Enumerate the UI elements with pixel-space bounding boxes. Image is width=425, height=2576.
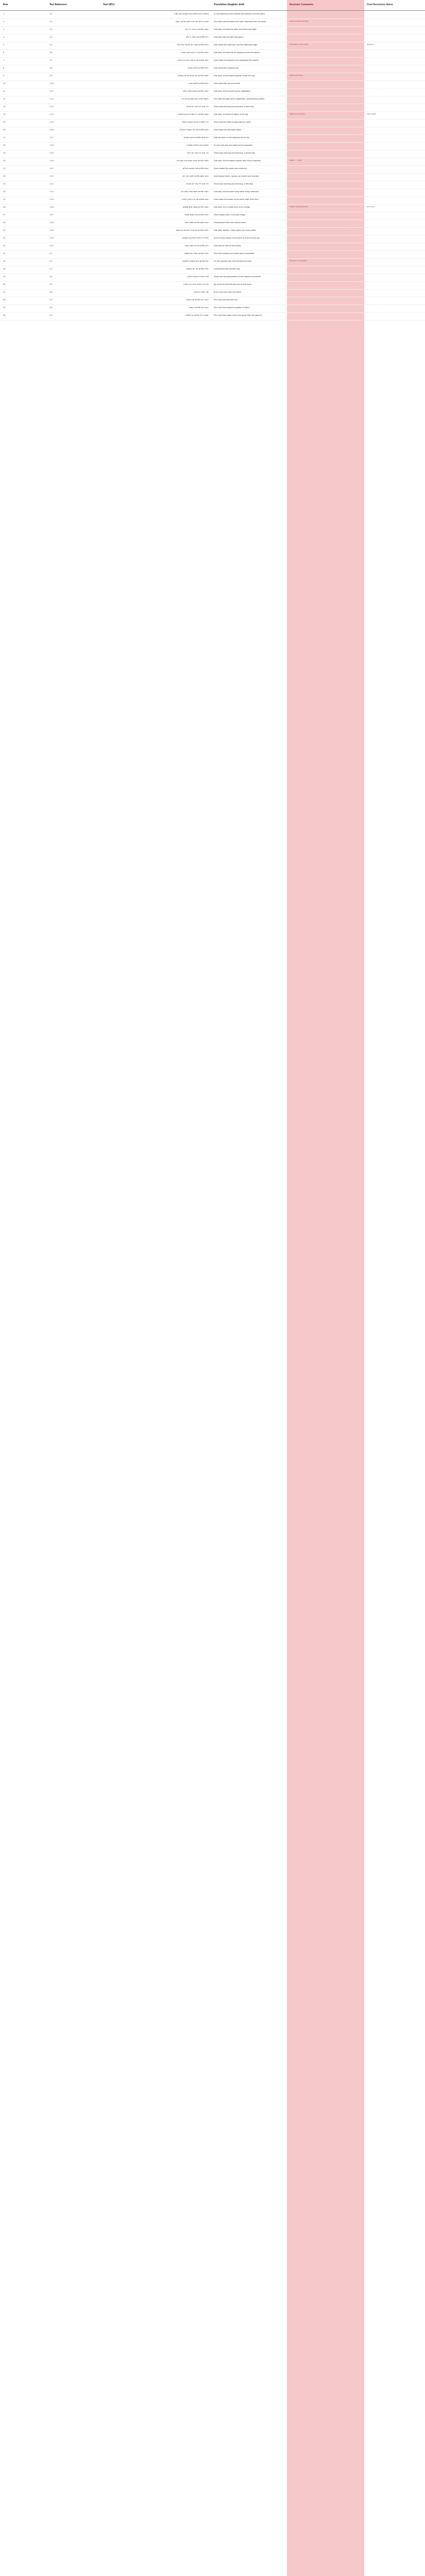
translation-cell: God said, behold, I have given you every plant xyxy=(214,229,256,231)
table-row[interactable] xyxy=(0,259,425,266)
source-text-cell: ויאמר אלהים הנה נתתי לכם את כל עשב xyxy=(176,229,209,231)
reference-cell: 1:29 xyxy=(49,229,54,231)
row-number-cell: 37 xyxy=(3,291,6,293)
reference-cell: 1:27 xyxy=(49,214,54,216)
header-english: Translation (English) draft xyxy=(214,3,245,6)
reference-cell: 1:15 xyxy=(49,121,54,123)
translation-cell: There was evening and morning, a fifth day xyxy=(214,183,253,185)
row-number-cell: 24 xyxy=(3,191,6,193)
reference-cell: 1:23 xyxy=(49,183,54,185)
table-row[interactable] xyxy=(0,181,425,189)
reviewer-comment-cell: Consistency: day / night xyxy=(290,43,309,45)
resolution-note-cell: Resolved xyxy=(367,43,374,45)
source-text-cell: ויכל אלהים ביום השביעי מלאכתו xyxy=(182,260,209,262)
row-number-cell: 16 xyxy=(3,129,6,131)
source-text-cell: ויאמר אלהים נעשה אדם בצלמנו xyxy=(182,206,209,208)
source-text-cell: ויכלו השמים והארץ וכל צבאם xyxy=(184,252,209,255)
translation-cell: God created the great sea creatures xyxy=(214,167,247,170)
row-number-cell: 13 xyxy=(3,106,6,108)
source-text-cell: ויאמר אלהים יקוו המים מתחת השמים xyxy=(178,74,209,77)
reference-cell: 2:6 xyxy=(49,291,53,293)
table-row[interactable] xyxy=(0,89,425,96)
reference-cell: 1:1 xyxy=(49,13,53,15)
row-number-cell: 29 xyxy=(3,229,6,231)
translation-cell: God created man in his own image xyxy=(214,214,246,216)
translation-cell: In the beginning God created the heavens and the earth xyxy=(214,13,265,15)
reference-cell: 2:8 xyxy=(49,307,53,309)
reference-cell: 1:16 xyxy=(49,129,54,131)
row-number-cell: 15 xyxy=(3,121,6,123)
source-text-cell: והארץ היתה תהו ובהו וחשך על פני תהום xyxy=(176,20,209,23)
row-number-cell: 17 xyxy=(3,137,6,139)
reference-cell: 2:3 xyxy=(49,268,53,270)
table-row[interactable] xyxy=(0,212,425,220)
translation-cell: And to every beast of the earth and bird of the sky xyxy=(214,237,260,239)
source-text-cell: ותוצא הארץ דשא עשב מזריע זרע xyxy=(181,97,209,100)
translation-cell: The Lord God planted a garden in Eden xyxy=(214,307,249,309)
source-text-cell: ויאמר אלהים תדשא הארץ דשא xyxy=(183,90,209,92)
table-row[interactable] xyxy=(0,282,425,290)
row-number-cell: 10 xyxy=(3,82,6,84)
translation-cell: The earth was formless and void, darkness over the deep xyxy=(214,21,266,23)
table-row[interactable] xyxy=(0,19,425,27)
translation-cell: God said, let there be lights in the sky xyxy=(214,113,248,115)
translation-cell: There was evening and morning, a third day xyxy=(214,106,254,108)
source-text-cell: ויהי ערב ויהי בקר יום רביעי xyxy=(186,151,209,154)
source-text-cell: ויצמח יהוה אלהים מן האדמה xyxy=(185,314,209,316)
source-text-cell: ויאמר אלהים יהי רקיע בתוך המים xyxy=(181,51,209,54)
translation-cell: God made the two great lights xyxy=(214,129,242,131)
row-number-cell: 4 xyxy=(3,36,5,38)
reviewer-comment-cell: Finished vs completed xyxy=(290,260,307,262)
table-row[interactable] xyxy=(0,127,425,135)
row-number-cell: 18 xyxy=(3,144,6,146)
source-text-cell: ויאמר אלהים ישרצו המים שרץ נפש חיה xyxy=(176,159,209,162)
reference-cell: 2:9 xyxy=(49,314,53,316)
row-number-cell: 14 xyxy=(3,113,6,115)
reference-cell: 1:13 xyxy=(49,106,54,108)
reference-cell: 1:30 xyxy=(49,237,54,239)
reference-cell: 1:11 xyxy=(49,90,54,92)
reference-cell: 1:22 xyxy=(49,175,54,177)
reviewer-comment-cell: Swarm — check xyxy=(290,159,302,161)
translation-cell: There was evening and morning, a fourth day xyxy=(214,152,256,154)
resolution-note-cell: Discussed xyxy=(367,206,375,208)
row-number-cell: 39 xyxy=(3,307,6,309)
table-row[interactable] xyxy=(0,166,425,174)
translation-cell: They shall be lights to give light on earth xyxy=(214,121,251,123)
source-text-cell: ויעש אלהים את שני המארת הגדלים xyxy=(179,128,209,131)
row-number-cell: 30 xyxy=(3,237,6,239)
translation-cell: God made the beasts of the earth after their kind xyxy=(214,198,259,200)
source-text-cell: ויהי ערב ויהי בקר יום חמישי xyxy=(186,182,209,185)
table-row[interactable] xyxy=(0,42,425,50)
table-row[interactable] xyxy=(0,58,425,65)
translation-cell: The Lord God made every tree grow from the ground xyxy=(214,314,262,316)
row-number-cell: 31 xyxy=(3,245,6,247)
row-number-cell: 27 xyxy=(3,214,6,216)
translation-cell: The Lord God formed man xyxy=(214,299,237,301)
table-row[interactable] xyxy=(0,158,425,166)
reference-cell: 1:17 xyxy=(49,137,54,139)
row-number-cell: 12 xyxy=(3,98,6,100)
source-text-cell: ויאמר אלהים תוצא הארץ נפש חיה xyxy=(181,190,209,193)
table-row[interactable] xyxy=(0,205,425,212)
table-row[interactable] xyxy=(0,197,425,205)
reference-cell: 1:2 xyxy=(49,21,53,23)
reference-cell: 2:4 xyxy=(49,276,53,278)
table-row[interactable] xyxy=(0,313,425,320)
translation-cell: God said, let the earth bring forth living creatures xyxy=(214,191,259,193)
source-text-cell: ויברך אתם אלהים לאמר פרו ורבו xyxy=(182,175,209,177)
translation-cell: God made the expanse and separated the waters xyxy=(214,59,259,61)
table-row[interactable] xyxy=(0,112,425,120)
source-text-cell: ויברא אלהים את האדם בצלמו xyxy=(184,213,209,216)
header-script: Text (RTL) xyxy=(103,3,115,6)
row-number-cell: 34 xyxy=(3,268,6,270)
reference-cell: 1:8 xyxy=(49,67,53,69)
row-number-cell: 21 xyxy=(3,167,6,170)
table-body xyxy=(0,11,425,320)
reference-cell: 1:18 xyxy=(49,144,54,146)
reference-cell: 1:28 xyxy=(49,222,54,224)
source-text-cell: ולכל חית הארץ ולכל עוף השמים xyxy=(182,236,209,239)
row-number-cell: 26 xyxy=(3,206,6,208)
table-row[interactable] xyxy=(0,150,425,158)
row-number-cell: 6 xyxy=(3,52,5,54)
reviewer-comment-cell: Lights vs luminaries xyxy=(290,113,305,115)
row-number-cell: 28 xyxy=(3,222,6,224)
row-number-cell: 38 xyxy=(3,299,6,301)
reference-cell: 1:25 xyxy=(49,198,54,200)
row-number-cell: 5 xyxy=(3,44,5,46)
translation-cell: God said, let the waters gather under the sky xyxy=(214,75,255,77)
reference-cell: 1:14 xyxy=(49,113,54,115)
reviewer-comment-cell: Check wording: formless xyxy=(290,20,309,22)
reference-cell: 1:5 xyxy=(49,44,53,46)
reference-cell: 1:20 xyxy=(49,160,54,162)
row-number-cell: 23 xyxy=(3,183,6,185)
translation-cell: To rule over day and night and to separate xyxy=(214,144,252,146)
table-row[interactable] xyxy=(0,228,425,235)
table-row[interactable] xyxy=(0,274,425,282)
reference-cell: 1:12 xyxy=(49,98,54,100)
table-row[interactable] xyxy=(0,235,425,243)
source-text-cell: ואד יעלה מן הארץ xyxy=(194,291,209,293)
table-row[interactable] xyxy=(0,96,425,104)
header-ref: Text Reference xyxy=(49,3,67,6)
column-header-row xyxy=(0,0,425,11)
source-text-cell: ויאמר אלהים יהי מארת ברקיע השמים xyxy=(178,113,209,115)
row-number-cell: 9 xyxy=(3,75,5,77)
row-number-cell: 1 xyxy=(3,13,5,15)
source-text-cell: אלה תולדות השמים והארץ xyxy=(187,275,209,278)
resolution-note-cell: Keep 'lights' xyxy=(367,113,377,115)
translation-cell: God called the dry land earth xyxy=(214,82,241,84)
header-resolution-notes: Final Resolution Notes xyxy=(367,3,393,6)
row-number-cell: 7 xyxy=(3,59,5,61)
source-text-cell: ויברך אלהים את יום השביעי xyxy=(186,267,209,270)
table-row[interactable] xyxy=(0,27,425,35)
table-row[interactable] xyxy=(0,266,425,274)
table-row[interactable] xyxy=(0,50,425,58)
table-row[interactable] xyxy=(0,35,425,42)
source-text-cell: ויאמר אלהים יהי אור ויהי אור xyxy=(185,28,209,30)
source-text-cell: ויהי ערב ויהי בקר יום שלישי xyxy=(186,105,209,108)
translation-cell: But a mist rose from the earth xyxy=(214,291,242,293)
table-row[interactable] xyxy=(0,305,425,313)
source-text-cell: ויתן אתם אלהים ברקיע השמים xyxy=(183,136,209,139)
translation-cell: God set them in the expanse of the sky xyxy=(214,137,250,139)
table-row[interactable] xyxy=(0,174,425,181)
translation-cell: God blessed them and said to them xyxy=(214,222,246,224)
row-number-cell: 3 xyxy=(3,28,5,30)
translation-cell: God blessed them, saying, be fruitful and multiply xyxy=(214,175,259,177)
translation-cell: God blessed the seventh day xyxy=(214,268,241,270)
row-number-cell: 36 xyxy=(3,283,6,285)
row-number-cell: 22 xyxy=(3,175,6,177)
reviewer-column-highlight xyxy=(287,0,364,2576)
table-row[interactable] xyxy=(0,220,425,228)
source-text-cell: ויעש אלהים את חית הארץ למינה xyxy=(182,198,209,200)
source-text-cell: ויקרא אלהים לרקיע שמים xyxy=(188,66,209,69)
translation-cell: God saw all that he had made xyxy=(214,245,241,247)
source-text-cell: ויברך אתם אלהים ויאמר להם xyxy=(185,221,209,224)
translation-cell: God called the expanse sky xyxy=(214,67,239,69)
source-text-cell: ויברא אלהים את התנינם הגדלים xyxy=(182,167,209,170)
reference-cell: 1:3 xyxy=(49,28,53,30)
source-text-cell: והיו למאורת ברקיע השמים להאיר xyxy=(181,121,209,123)
source-text-cell: וכל שיח השדה טרם יהיה בארץ xyxy=(183,283,209,285)
resolution-column xyxy=(364,0,425,2576)
translation-cell: Thus the heavens and earth were completed xyxy=(214,252,254,255)
row-number-cell: 35 xyxy=(3,276,6,278)
source-text-cell: ויטע יהוה אלהים גן בעדן xyxy=(189,306,209,309)
table-row[interactable] xyxy=(0,81,425,89)
table-row[interactable] xyxy=(0,135,425,143)
row-number-cell: 2 xyxy=(3,21,5,23)
translation-cell: God called the light day, and the darkness night xyxy=(214,44,258,46)
translation-cell: God said, let the earth sprout vegetation xyxy=(214,90,251,92)
row-number-cell: 40 xyxy=(3,314,6,316)
reference-cell: 1:31 xyxy=(49,245,54,247)
table-row[interactable] xyxy=(0,189,425,197)
reference-cell: 1:26 xyxy=(49,206,54,208)
reference-cell: 2:7 xyxy=(49,299,53,301)
row-number-cell: 8 xyxy=(3,67,5,69)
translation-cell: God saw that the light was good xyxy=(214,36,243,38)
source-text-cell: ויעש אלהים את הרקיע ויבדל בין המים xyxy=(178,59,209,61)
row-number-cell: 11 xyxy=(3,90,6,92)
table-row[interactable] xyxy=(0,120,425,127)
table-row[interactable] xyxy=(0,65,425,73)
reference-cell: 2:1 xyxy=(49,252,53,255)
reference-cell: 2:5 xyxy=(49,283,53,285)
reference-cell: 1:19 xyxy=(49,152,54,154)
translation-cell: God said, let the waters swarm with living creatures xyxy=(214,160,261,162)
source-text-cell: ולמשל ביום ובלילה ולהבדיל xyxy=(186,144,209,146)
translation-cell: On the seventh day God finished his work xyxy=(214,260,252,262)
row-number-cell: 32 xyxy=(3,252,6,255)
table-row[interactable] xyxy=(0,73,425,81)
reference-cell: 1:6 xyxy=(49,52,53,54)
source-text-cell: בראשית ברא אלהים את השמים ואת הארץ xyxy=(174,12,209,15)
source-text-cell: ויקרא אלהים לאור יום ולחשך קרא לילה xyxy=(177,43,209,46)
table-row[interactable] xyxy=(0,243,425,251)
table-row[interactable] xyxy=(0,290,425,297)
translation-cell: God said, let us make man in our image xyxy=(214,206,250,208)
reference-cell: 1:24 xyxy=(49,191,54,193)
row-number-cell: 33 xyxy=(3,260,6,262)
header-reviewer-comments: Reviewer Comments xyxy=(290,3,314,6)
table-row[interactable] xyxy=(0,11,425,19)
reference-cell: 1:21 xyxy=(49,167,54,170)
row-number-cell: 25 xyxy=(3,198,6,200)
reference-cell: 1:9 xyxy=(49,75,53,77)
translation-cell: The earth brought forth vegetation, seed-bearing plants xyxy=(214,98,265,100)
translation-cell: No shrub of the field was yet on the earth xyxy=(214,283,252,285)
source-text-cell: וייצר יהוה אלהים את האדם xyxy=(186,298,209,301)
reviewer-comment-cell: Image / likeness pairing xyxy=(290,206,308,208)
reference-cell: 2:2 xyxy=(49,260,53,262)
reference-cell: 1:4 xyxy=(49,36,53,38)
source-text-cell: וירא אלהים את האור כי טוב xyxy=(186,36,209,38)
reference-cell: 1:10 xyxy=(49,82,54,84)
row-number-cell: 19 xyxy=(3,152,6,154)
source-text-cell: ויקרא אלהים ליבשה ארץ xyxy=(189,82,209,84)
table-row[interactable] xyxy=(0,143,425,150)
source-text-cell: וירא אלהים את כל אשר עשה xyxy=(184,244,209,247)
reference-cell: 1:7 xyxy=(49,59,53,61)
table-row[interactable] xyxy=(0,104,425,112)
row-number-cell: 20 xyxy=(3,160,6,162)
header-row: Row xyxy=(3,3,8,6)
translation-cell: These are the generations of the heavens and earth xyxy=(214,276,261,278)
table-row[interactable] xyxy=(0,251,425,259)
reviewer-comment-cell: Verify verb tense xyxy=(290,74,303,76)
translation-cell: God said, let there be light, and there was light xyxy=(214,28,257,30)
table-row[interactable] xyxy=(0,297,425,305)
translation-cell: God said, let there be an expanse amid the waters xyxy=(214,52,260,54)
